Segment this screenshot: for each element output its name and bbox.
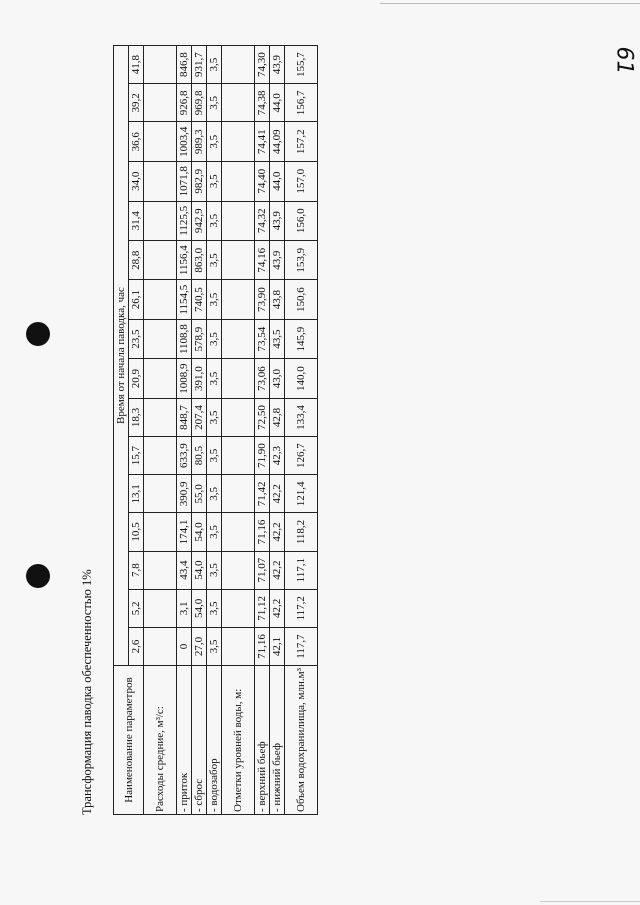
time-col-header: 31,4 bbox=[129, 201, 144, 240]
table-row bbox=[207, 46, 222, 815]
table-cell bbox=[222, 161, 255, 201]
table-cell: 74,38 bbox=[255, 84, 270, 122]
parameter-name-header: Наименование параметров bbox=[114, 666, 144, 815]
table-cell: 140,0 bbox=[285, 359, 318, 399]
table-cell: 54,0 bbox=[192, 551, 207, 589]
table-cell: 42,1 bbox=[270, 627, 285, 665]
table-cell: 391,0 bbox=[192, 359, 207, 399]
table-cell: 156,7 bbox=[285, 84, 318, 122]
row-label: - нижний бьеф bbox=[270, 666, 285, 815]
table-cell: 42,2 bbox=[270, 513, 285, 551]
table-row bbox=[222, 46, 255, 815]
table-cell: 27,0 bbox=[192, 627, 207, 665]
table-cell: 3,5 bbox=[207, 513, 222, 551]
table-cell: 117,7 bbox=[285, 627, 318, 665]
table-cell: 3,5 bbox=[207, 122, 222, 162]
table-cell: 863,0 bbox=[192, 240, 207, 279]
table-cell: 3,5 bbox=[207, 627, 222, 665]
table-cell: 156,0 bbox=[285, 201, 318, 240]
time-col-header: 20,9 bbox=[129, 359, 144, 399]
table-cell: 969,8 bbox=[192, 84, 207, 122]
table-cell bbox=[144, 161, 177, 201]
table-cell: 157,0 bbox=[285, 161, 318, 201]
table-cell: 633,9 bbox=[177, 437, 192, 475]
table-cell: 43,4 bbox=[177, 551, 192, 589]
table-cell: 73,06 bbox=[255, 359, 270, 399]
table-cell: 42,8 bbox=[270, 398, 285, 436]
table-cell: 848,7 bbox=[177, 398, 192, 436]
table-row bbox=[270, 46, 285, 815]
table-cell: 74,32 bbox=[255, 201, 270, 240]
time-header: Время от начала паводка, час bbox=[114, 46, 129, 666]
table-cell bbox=[222, 475, 255, 513]
table-cell: 44,09 bbox=[270, 122, 285, 162]
table-cell: 71,90 bbox=[255, 437, 270, 475]
time-col-header: 5,2 bbox=[129, 589, 144, 627]
table-cell bbox=[222, 398, 255, 436]
table-cell: 3,5 bbox=[207, 551, 222, 589]
punch-hole-bottom bbox=[26, 564, 50, 588]
table-cell bbox=[222, 627, 255, 665]
table-cell: 989,3 bbox=[192, 122, 207, 162]
time-col-header: 34,0 bbox=[129, 161, 144, 201]
time-col-header: 15,7 bbox=[129, 437, 144, 475]
table-cell bbox=[144, 475, 177, 513]
table-cell: 74,41 bbox=[255, 122, 270, 162]
table-cell: 73,90 bbox=[255, 280, 270, 319]
table-cell: 71,16 bbox=[255, 513, 270, 551]
table-cell bbox=[144, 201, 177, 240]
row-label: Расходы средние, м³/с: bbox=[144, 666, 177, 815]
table-cell bbox=[222, 551, 255, 589]
table-cell: 3,5 bbox=[207, 46, 222, 84]
table-cell: 44,0 bbox=[270, 84, 285, 122]
table-cell bbox=[144, 46, 177, 84]
bottom-edge-line bbox=[540, 901, 640, 902]
table-cell: 126,7 bbox=[285, 437, 318, 475]
time-col-header: 18,3 bbox=[129, 398, 144, 436]
table-cell bbox=[222, 122, 255, 162]
table-cell: 1125,5 bbox=[177, 201, 192, 240]
table-cell: 43,0 bbox=[270, 359, 285, 399]
table-cell: 42,3 bbox=[270, 437, 285, 475]
table-cell bbox=[144, 513, 177, 551]
table-cell bbox=[222, 280, 255, 319]
table-cell bbox=[222, 437, 255, 475]
table-cell: 3,5 bbox=[207, 201, 222, 240]
table-cell: 55,0 bbox=[192, 475, 207, 513]
table-row bbox=[177, 46, 192, 815]
table-cell: 3,5 bbox=[207, 319, 222, 358]
punch-hole-top bbox=[26, 322, 50, 346]
table-cell: 73,54 bbox=[255, 319, 270, 358]
table-row bbox=[192, 46, 207, 815]
table-cell: 1108,8 bbox=[177, 319, 192, 358]
table-cell: 42,2 bbox=[270, 551, 285, 589]
table-cell: 3,5 bbox=[207, 437, 222, 475]
table-cell bbox=[144, 240, 177, 279]
table-cell: 117,1 bbox=[285, 551, 318, 589]
table-cell: 43,5 bbox=[270, 319, 285, 358]
table-cell: 931,7 bbox=[192, 46, 207, 84]
table-cell: 145,9 bbox=[285, 319, 318, 358]
table-cell bbox=[144, 551, 177, 589]
table-cell: 74,40 bbox=[255, 161, 270, 201]
table-cell: 982,9 bbox=[192, 161, 207, 201]
table-cell bbox=[144, 84, 177, 122]
table-cell bbox=[144, 627, 177, 665]
table-cell: 207,4 bbox=[192, 398, 207, 436]
table-cell: 121,4 bbox=[285, 475, 318, 513]
row-label: - верхний бьеф bbox=[255, 666, 270, 815]
table-cell: 3,5 bbox=[207, 398, 222, 436]
header-row-1 bbox=[114, 46, 129, 815]
table-cell: 578,9 bbox=[192, 319, 207, 358]
table-cell: 80,5 bbox=[192, 437, 207, 475]
rotated-content bbox=[80, 45, 318, 815]
table-cell bbox=[144, 398, 177, 436]
table-cell: 43,9 bbox=[270, 240, 285, 279]
table-body bbox=[144, 46, 318, 815]
table-cell: 74,16 bbox=[255, 240, 270, 279]
table-cell: 1156,4 bbox=[177, 240, 192, 279]
table-cell: 71,42 bbox=[255, 475, 270, 513]
time-col-header: 26,1 bbox=[129, 280, 144, 319]
table-cell: 1008,9 bbox=[177, 359, 192, 399]
table-cell: 3,5 bbox=[207, 161, 222, 201]
row-label: - водозабор bbox=[207, 666, 222, 815]
table-cell: 174,1 bbox=[177, 513, 192, 551]
table-cell: 0 bbox=[177, 627, 192, 665]
time-col-header: 13,1 bbox=[129, 475, 144, 513]
table-cell: 153,9 bbox=[285, 240, 318, 279]
row-label: - сброс bbox=[192, 666, 207, 815]
table-cell: 3,5 bbox=[207, 359, 222, 399]
table-cell: 3,5 bbox=[207, 589, 222, 627]
table-cell: 72,50 bbox=[255, 398, 270, 436]
table-cell: 74,30 bbox=[255, 46, 270, 84]
top-edge-line bbox=[380, 3, 640, 4]
table-cell: 43,9 bbox=[270, 46, 285, 84]
table-row bbox=[144, 46, 177, 815]
table-cell bbox=[144, 319, 177, 358]
table-cell bbox=[144, 280, 177, 319]
table-row bbox=[285, 46, 318, 815]
table-caption: Трансформация паводка обеспеченностью 1% bbox=[80, 569, 94, 815]
table-cell bbox=[144, 437, 177, 475]
table-cell bbox=[144, 589, 177, 627]
table-cell: 1071,8 bbox=[177, 161, 192, 201]
table-cell: 54,0 bbox=[192, 589, 207, 627]
table-cell: 117,2 bbox=[285, 589, 318, 627]
table-cell bbox=[222, 359, 255, 399]
table-cell: 1003,4 bbox=[177, 122, 192, 162]
table-cell bbox=[144, 122, 177, 162]
table-cell: 44,0 bbox=[270, 161, 285, 201]
table-cell: 157,2 bbox=[285, 122, 318, 162]
table-cell: 3,1 bbox=[177, 589, 192, 627]
table-cell: 3,5 bbox=[207, 475, 222, 513]
row-label: Отметки уровней воды, м: bbox=[222, 666, 255, 815]
time-col-header: 2,6 bbox=[129, 627, 144, 665]
table-cell: 71,16 bbox=[255, 627, 270, 665]
table-cell bbox=[222, 319, 255, 358]
table-cell bbox=[222, 46, 255, 84]
table-cell bbox=[222, 240, 255, 279]
table-cell: 43,8 bbox=[270, 280, 285, 319]
table-cell bbox=[222, 513, 255, 551]
table-cell: 846,8 bbox=[177, 46, 192, 84]
time-col-header: 23,5 bbox=[129, 319, 144, 358]
time-col-header: 28,8 bbox=[129, 240, 144, 279]
row-label: - приток bbox=[177, 666, 192, 815]
table-cell: 3,5 bbox=[207, 280, 222, 319]
time-col-header: 10,5 bbox=[129, 513, 144, 551]
table-row bbox=[255, 46, 270, 815]
table-cell bbox=[222, 201, 255, 240]
table-cell bbox=[222, 84, 255, 122]
time-col-header: 41,8 bbox=[129, 46, 144, 84]
flood-transformation-table bbox=[113, 45, 318, 815]
row-label: Объем водохранилища, млн.м³ bbox=[285, 666, 318, 815]
table-cell: 390,9 bbox=[177, 475, 192, 513]
table-cell: 43,9 bbox=[270, 201, 285, 240]
time-col-header: 7,8 bbox=[129, 551, 144, 589]
table-cell: 942,9 bbox=[192, 201, 207, 240]
table-cell: 926,8 bbox=[177, 84, 192, 122]
table-cell: 42,2 bbox=[270, 589, 285, 627]
table-cell: 71,07 bbox=[255, 551, 270, 589]
time-col-header: 36,6 bbox=[129, 122, 144, 162]
table-cell: 740,5 bbox=[192, 280, 207, 319]
page-number: 61 bbox=[611, 46, 637, 75]
table-cell: 3,5 bbox=[207, 240, 222, 279]
table-cell: 150,6 bbox=[285, 280, 318, 319]
table-cell: 3,5 bbox=[207, 84, 222, 122]
time-col-header: 39,2 bbox=[129, 84, 144, 122]
table-cell: 118,2 bbox=[285, 513, 318, 551]
table-cell: 155,7 bbox=[285, 46, 318, 84]
table-cell bbox=[144, 359, 177, 399]
table-cell: 1154,5 bbox=[177, 280, 192, 319]
table-cell bbox=[222, 589, 255, 627]
table-cell: 71,12 bbox=[255, 589, 270, 627]
table-cell: 42,2 bbox=[270, 475, 285, 513]
table-cell: 54,0 bbox=[192, 513, 207, 551]
table-cell: 133,4 bbox=[285, 398, 318, 436]
